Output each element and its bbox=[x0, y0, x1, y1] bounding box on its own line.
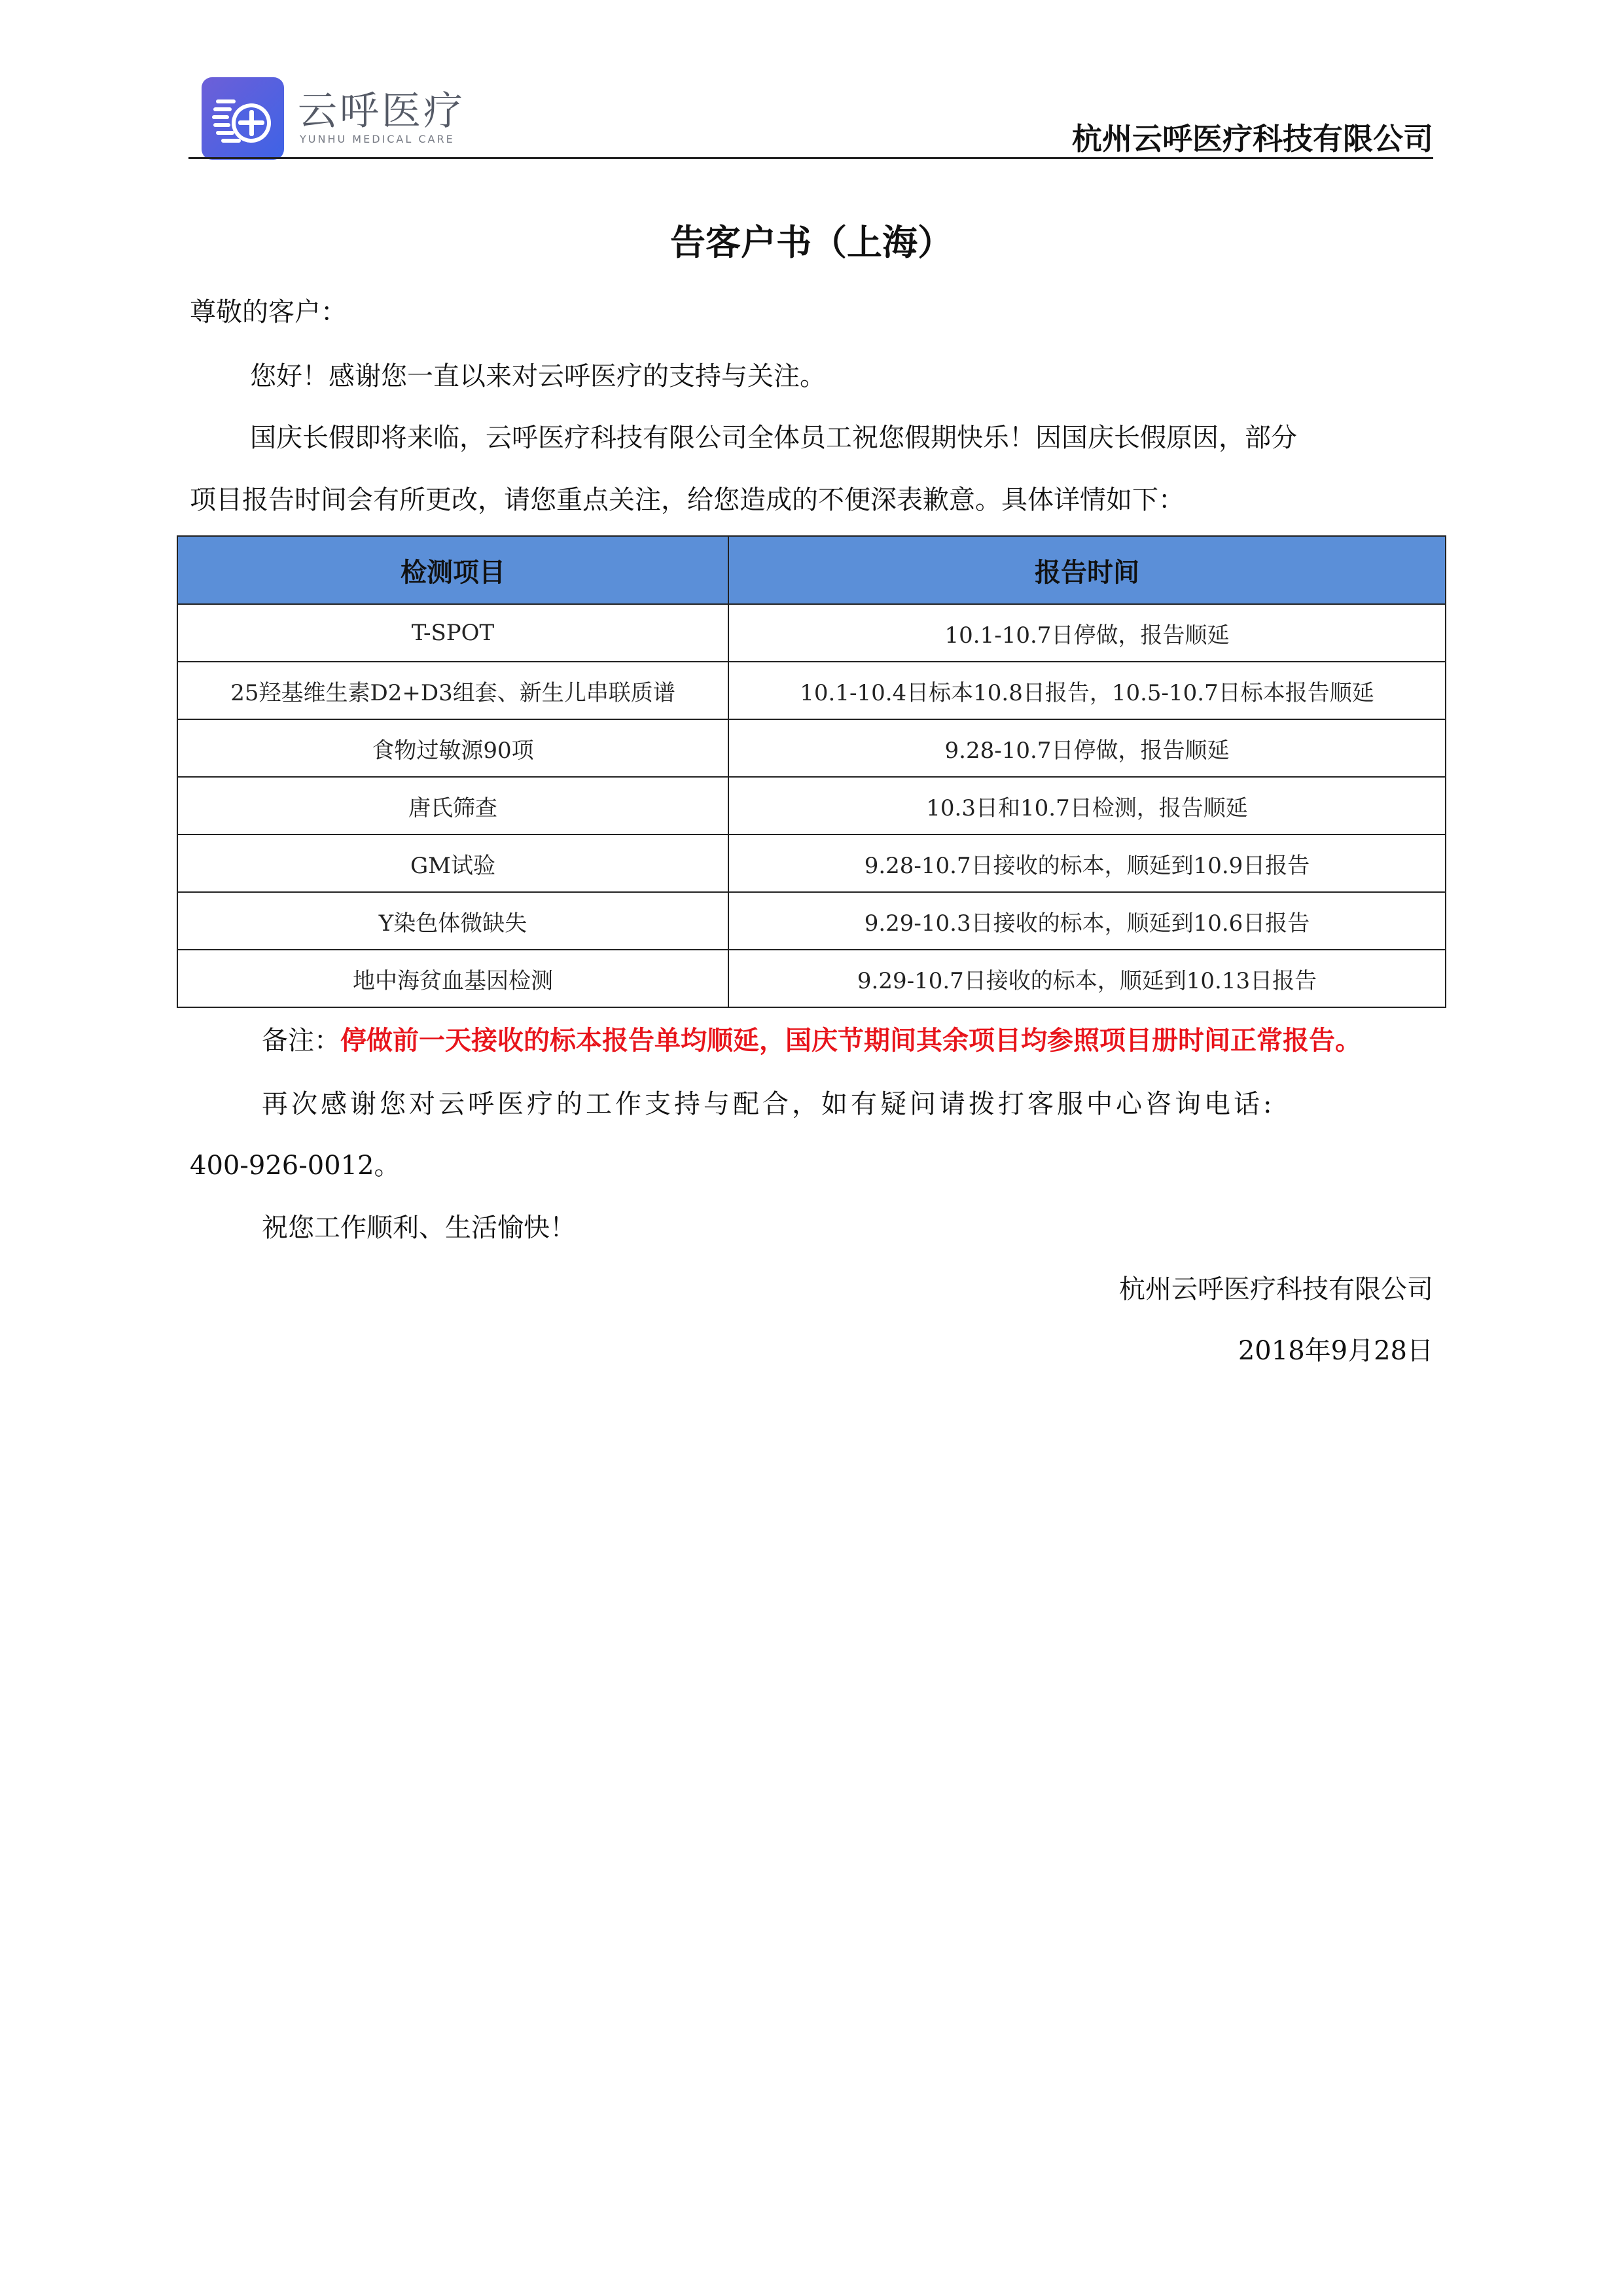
table-row bbox=[177, 777, 1446, 834]
report-time-cell: 9.29-10.7日接收的标本，顺延到10.13日报告 bbox=[728, 950, 1446, 1007]
table-row bbox=[177, 719, 1446, 777]
table-row bbox=[177, 950, 1446, 1007]
table-header-row bbox=[177, 536, 1446, 604]
salutation: 尊敬的客户： bbox=[190, 297, 347, 327]
report-time-cell: 10.3日和10.7日检测，报告顺延 bbox=[728, 777, 1446, 834]
test-item-cell: GM试验 bbox=[177, 834, 728, 892]
closing-phone: 400-926-0012。 bbox=[190, 1151, 401, 1181]
note-label: 备注： bbox=[262, 1026, 340, 1056]
test-item-cell: 地中海贫血基因检测 bbox=[177, 950, 728, 1007]
company-logo-icon bbox=[202, 77, 284, 160]
test-item-cell: Y染色体微缺失 bbox=[177, 892, 728, 950]
logo-subtext: YUNHU MEDICAL CARE bbox=[300, 133, 455, 145]
test-item-cell: 食物过敏源90项 bbox=[177, 719, 728, 777]
signature-date: 2018年9月28日 bbox=[1238, 1336, 1433, 1366]
table-row bbox=[177, 662, 1446, 719]
note-text: 停做前一天接收的标本报告单均顺延，国庆节期间其余项目均参照项目册时间正常报告。 bbox=[340, 1026, 1361, 1056]
report-time-cell: 10.1-10.7日停做，报告顺延 bbox=[728, 604, 1446, 662]
notice-paragraph-line2: 项目报告时间会有所更改，请您重点关注，给您造成的不便深表歉意。具体详情如下： bbox=[190, 485, 1185, 515]
greeting-paragraph: 您好！感谢您一直以来对云呼医疗的支持与关注。 bbox=[250, 361, 826, 391]
logo-text: 云呼医疗 bbox=[298, 88, 465, 134]
column-header-test-item: 检测项目 bbox=[177, 536, 728, 604]
column-header-report-time: 报告时间 bbox=[728, 536, 1446, 604]
header-divider bbox=[188, 157, 1433, 159]
test-item-cell: 唐氏筛查 bbox=[177, 777, 728, 834]
table-row bbox=[177, 604, 1446, 662]
note-line bbox=[262, 1025, 1433, 1056]
signature-company: 杭州云呼医疗科技有限公司 bbox=[1119, 1274, 1433, 1304]
table-row bbox=[177, 834, 1446, 892]
test-item-cell: 25羟基维生素D2+D3组套、新生儿串联质谱 bbox=[177, 662, 728, 719]
table-row bbox=[177, 892, 1446, 950]
report-schedule-table bbox=[177, 535, 1446, 1008]
report-time-cell: 9.28-10.7日停做，报告顺延 bbox=[728, 719, 1446, 777]
header-company-name: 杭州云呼医疗科技有限公司 bbox=[1072, 121, 1433, 156]
closing-wish: 祝您工作顺利、生活愉快！ bbox=[262, 1213, 576, 1243]
report-time-cell: 9.29-10.3日接收的标本，顺延到10.6日报告 bbox=[728, 892, 1446, 950]
report-time-cell: 10.1-10.4日标本10.8日报告，10.5-10.7日标本报告顺延 bbox=[728, 662, 1446, 719]
notice-paragraph-line1: 国庆长假即将来临，云呼医疗科技有限公司全体员工祝您假期快乐！因国庆长假原因，部分 bbox=[250, 423, 1297, 453]
test-item-cell: T-SPOT bbox=[177, 604, 728, 662]
report-time-cell: 9.28-10.7日接收的标本，顺延到10.9日报告 bbox=[728, 834, 1446, 892]
document-title: 告客户书（上海） bbox=[670, 222, 953, 263]
closing-line1: 再次感谢您对云呼医疗的工作支持与配合，如有疑问请拨打客服中心咨询电话: bbox=[262, 1089, 1275, 1119]
